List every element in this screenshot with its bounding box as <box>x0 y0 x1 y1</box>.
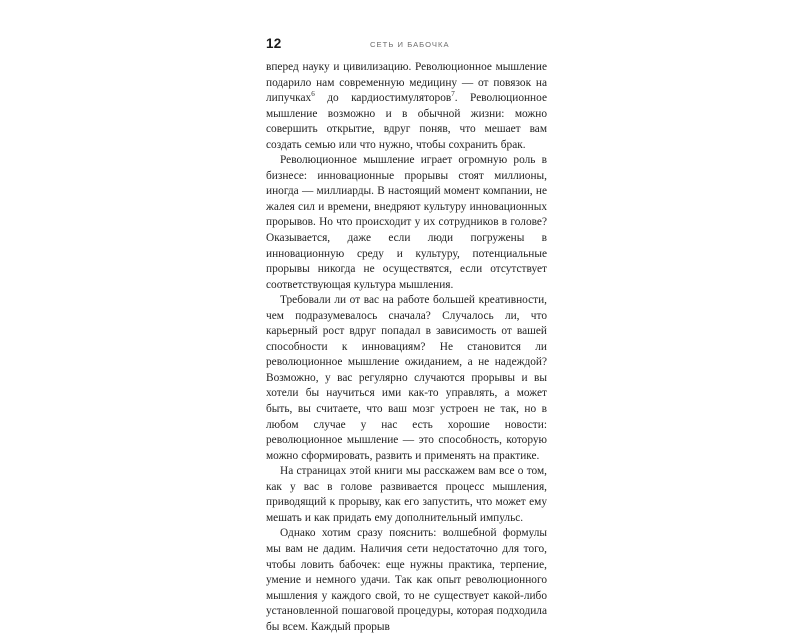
paragraph-1-segment-1: вперед науку и цивилизацию. Революционное мышление подарило нам современную медицину — от повязок на липучках <box>266 61 547 105</box>
paragraph-1-segment-3: . Революционное мышление возможно и в обычной жизни: можно совершить открытие, вдруг поняв, что мешает вам создать семью или что нужно, чтобы сохранить брак. <box>266 92 547 151</box>
paragraph-1 <box>266 60 547 153</box>
page-number: 12 <box>266 36 282 51</box>
paragraph-2: Революционное мышление играет огромную роль в бизнесе: инновационные прорывы стоят миллионы, иногда — миллиарды. В настоящий момент компании, не жалея сил и времени, внедряют культуру инновационных прорывов. Но что происходит у их сотрудников в голове? Оказывается, даже если люди погружены в инновационную среду и культуру, потенциальные прорывы никогда не осуществятся, если отсутствует соответствующая культура мышления. <box>266 154 547 291</box>
page-running-header <box>266 36 547 56</box>
footnote-marker-7: 7 <box>451 90 455 99</box>
paragraph-1-segment-2: до кардиостимуляторов <box>314 92 452 105</box>
body-text-column <box>266 60 547 635</box>
running-head-title: СЕТЬ И БАБОЧКА <box>370 40 450 49</box>
footnote-marker-6: 6 <box>311 90 315 99</box>
paragraph-5: Однако хотим сразу пояснить: волшебной формулы мы вам не дадим. Наличия сети недостаточно для того, чтобы ловить бабочек: еще нужны практика, терпение, умение и немного удачи. Так как опыт революционного мышления у каждого свой, то не существует какой-либо установленной пошаговой процедуры, которая подходила бы всем. Каждый прорыв <box>266 527 547 633</box>
paragraph-4: На страницах этой книги мы расскажем вам все о том, как у вас в голове развивается процесс мышления, приводящий к прорыву, как его запустить, что может ему мешать и как придать ему дополнительный импульс. <box>266 465 547 524</box>
paragraph-3: Требовали ли от вас на работе большей креативности, чем подразумевалось сначала? Случалось ли, что карьерный рост вдруг попадал в зависимость от вашей способности к инновациям? Не становится ли революционное мышление ожиданием, а не надеждой? Возможно, у вас регулярно случаются прорывы и вы хотели бы научиться ими как-то управлять, а может быть, вы считаете, что ваш мозг устроен не так, но в любом случае у нас есть хорошие новости: революционное мышление — это способность, которую можно сформировать, развить и применять на практике. <box>266 294 547 462</box>
